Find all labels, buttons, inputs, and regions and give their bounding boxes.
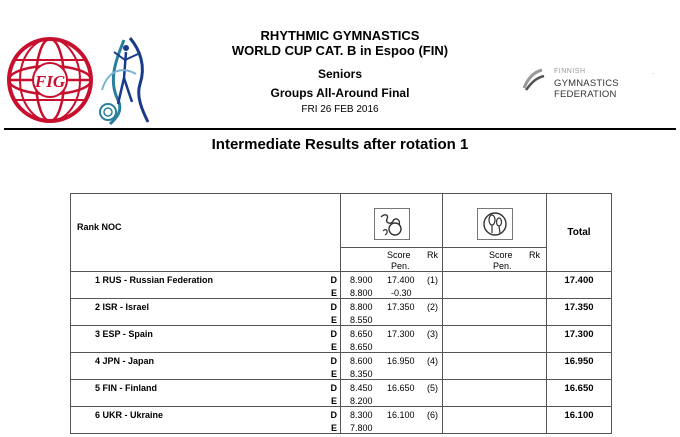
- rk-label: Rk: [529, 250, 540, 260]
- total-score: 17.400: [547, 272, 612, 299]
- e-score: 8.200: [350, 396, 373, 406]
- federation-logo: [520, 66, 680, 100]
- penalty: -0.30: [391, 288, 412, 298]
- federation-line1: FINNISH: [554, 68, 586, 75]
- e-score: 8.650: [350, 342, 373, 352]
- apparatus-rank: (1): [427, 275, 438, 285]
- e-score: 8.550: [350, 315, 373, 325]
- apparatus-rank: (5): [427, 383, 438, 393]
- apparatus-score: 16.950: [387, 356, 415, 366]
- d-label: D: [330, 410, 337, 420]
- table-row: [71, 272, 612, 299]
- apparatus-score: 16.650: [387, 383, 415, 393]
- apparatus2-subheader: [443, 248, 547, 272]
- e-score: 8.350: [350, 369, 373, 379]
- table-row: [71, 407, 612, 434]
- rk-label: Rk: [427, 250, 438, 260]
- total-score: 16.650: [547, 380, 612, 407]
- clubs-and-hoop-icon: [477, 208, 513, 240]
- pen-label: Pen.: [391, 261, 410, 271]
- apparatus1-scores: [341, 299, 443, 326]
- apparatus-rank: (4): [427, 356, 438, 366]
- apparatus1-header: [341, 194, 443, 248]
- apparatus2-scores: [443, 380, 547, 407]
- event-date: FRI 26 FEB 2016: [301, 104, 379, 115]
- federation-dot: .: [652, 69, 654, 76]
- e-label: E: [330, 315, 337, 325]
- d-label: D: [330, 356, 337, 366]
- d-score: 8.300: [350, 410, 373, 420]
- d-label: D: [330, 383, 337, 393]
- team-cell: [71, 407, 341, 434]
- apparatus-rank: (2): [427, 302, 438, 312]
- team-cell: [71, 353, 341, 380]
- apparatus1-scores: [341, 380, 443, 407]
- d-score: 8.650: [350, 329, 373, 339]
- team-name: 4 JPN - Japan: [95, 356, 155, 366]
- ribbon-and-ball-icon: [374, 208, 410, 240]
- apparatus-rank: (6): [427, 410, 438, 420]
- competition-title: RHYTHMIC GYMNASTICS: [260, 28, 420, 43]
- gymnast-ribbon-logo: [96, 30, 156, 126]
- d-label: D: [330, 329, 337, 339]
- total-score: 17.350: [547, 299, 612, 326]
- rank-noc-header: Rank NOC: [71, 194, 341, 272]
- apparatus1-scores: [341, 407, 443, 434]
- apparatus2-scores: [443, 299, 547, 326]
- e-label: E: [330, 396, 337, 406]
- total-score: 16.100: [547, 407, 612, 434]
- apparatus2-scores: [443, 407, 547, 434]
- table-row: [71, 380, 612, 407]
- team-name: 2 ISR - Israel: [95, 302, 150, 312]
- document-header: [0, 0, 680, 130]
- results-subtitle: Intermediate Results after rotation 1: [211, 136, 469, 153]
- d-label: D: [330, 302, 337, 312]
- svg-text:FIG: FIG: [34, 72, 66, 91]
- table-row: [71, 299, 612, 326]
- apparatus-score: 17.400: [387, 275, 415, 285]
- e-label: E: [330, 369, 337, 379]
- apparatus-score: 17.350: [387, 302, 415, 312]
- team-cell: [71, 272, 341, 299]
- total-score: 16.950: [547, 353, 612, 380]
- e-label: E: [330, 342, 337, 352]
- apparatus-score: 17.300: [387, 329, 415, 339]
- apparatus2-scores: [443, 272, 547, 299]
- e-label: E: [330, 288, 337, 298]
- competition-subtitle: WORLD CUP CAT. B in Espoo (FIN): [231, 43, 449, 58]
- team-name: 5 FIN - Finland: [95, 383, 157, 393]
- finnish-federation-mark: [520, 66, 546, 92]
- team-name: 1 RUS - Russian Federation: [95, 275, 214, 285]
- table-row: [71, 326, 612, 353]
- team-name: 6 UKR - Ukraine: [95, 410, 164, 420]
- e-score: 8.800: [350, 288, 373, 298]
- total-header: Total: [547, 194, 612, 272]
- apparatus2-scores: [443, 353, 547, 380]
- d-score: 8.800: [350, 302, 373, 312]
- header-divider: [4, 128, 676, 130]
- d-score: 8.450: [350, 383, 373, 393]
- table-header-row: [71, 194, 612, 248]
- fig-globe-logo: [6, 36, 94, 124]
- team-cell: [71, 380, 341, 407]
- apparatus2-scores: [443, 326, 547, 353]
- apparatus1-subheader: [341, 248, 443, 272]
- federation-line2: GYMNASTICS FEDERATION: [554, 78, 619, 100]
- e-score: 7.800: [350, 423, 373, 433]
- team-cell: [71, 326, 341, 353]
- team-cell: [71, 299, 341, 326]
- pen-label: Pen.: [493, 261, 512, 271]
- table-row: [71, 353, 612, 380]
- apparatus2-header: [443, 194, 547, 248]
- header-titles: [180, 28, 500, 116]
- total-score: 17.300: [547, 326, 612, 353]
- apparatus1-scores: [341, 353, 443, 380]
- team-name: 3 ESP - Spain: [95, 329, 153, 339]
- apparatus-score: 16.100: [387, 410, 415, 420]
- e-label: E: [330, 423, 337, 433]
- d-score: 8.900: [350, 275, 373, 285]
- apparatus1-scores: [341, 326, 443, 353]
- d-label: D: [330, 275, 337, 285]
- d-score: 8.600: [350, 356, 373, 366]
- apparatus-rank: (3): [427, 329, 438, 339]
- apparatus1-scores: [341, 272, 443, 299]
- category-label: Seniors: [317, 67, 362, 81]
- event-label: Groups All-Around Final: [270, 86, 410, 100]
- results-table: [70, 193, 612, 434]
- score-label: Score: [489, 250, 513, 260]
- score-label: Score: [387, 250, 411, 260]
